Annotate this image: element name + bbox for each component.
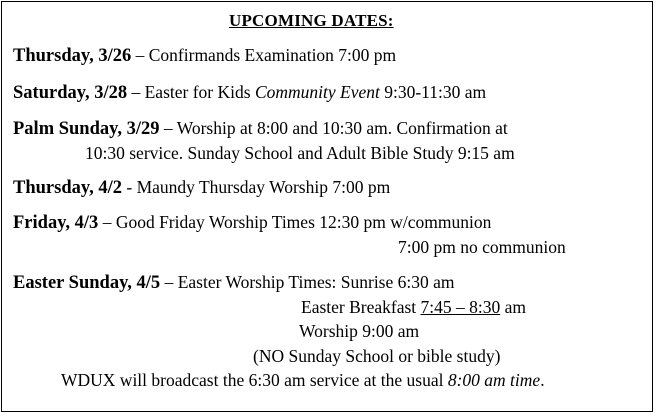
event-text: Good Friday Worship Times 12:30 pm w/communion xyxy=(115,212,492,232)
event-thursday-4-2 xyxy=(13,176,390,199)
broadcast-end: . xyxy=(540,370,545,390)
event-separator: – xyxy=(159,118,177,138)
event-easter-sunday-4-5 xyxy=(13,271,455,294)
breakfast-time: 7:45 – 8:30 xyxy=(420,297,501,317)
event-date: Thursday, 3/26 xyxy=(13,46,132,66)
easter-worship: Worship 9:00 am xyxy=(299,321,420,341)
page-title: UPCOMING DATES: xyxy=(229,11,394,30)
upcoming-dates-box xyxy=(1,1,653,412)
event-date: Saturday, 3/28 xyxy=(13,83,128,103)
broadcast-note xyxy=(61,369,545,391)
event-separator: - xyxy=(122,177,137,197)
event-date: Thursday, 4/2 xyxy=(13,178,122,198)
event-date: Friday, 4/3 xyxy=(13,213,99,233)
event-thursday-3-26 xyxy=(13,44,396,67)
event-separator: – xyxy=(131,45,149,65)
event-continuation: 7:00 pm no communion xyxy=(398,237,566,257)
event-text-end: 9:30-11:30 am xyxy=(379,82,487,102)
event-date: Palm Sunday, 3/29 xyxy=(13,119,160,139)
breakfast-label: Easter Breakfast xyxy=(301,297,421,317)
event-date: Easter Sunday, 4/5 xyxy=(13,273,161,293)
breakfast-suffix: am xyxy=(500,297,527,317)
event-text: Worship at 8:00 and 10:30 am. Confirmation at xyxy=(176,118,508,138)
event-text: Easter for Kids xyxy=(144,82,255,102)
event-separator: – xyxy=(98,212,116,232)
event-text: Easter Worship Times: Sunrise 6:30 am xyxy=(177,272,455,292)
event-palm-sunday-3-29 xyxy=(13,117,508,140)
event-text: Confirmands Examination 7:00 pm xyxy=(148,45,397,65)
event-continuation: 10:30 service. Sunday School and Adult Bible Study 9:15 am xyxy=(85,143,515,163)
broadcast-time: 8:00 am time xyxy=(447,370,541,390)
event-separator: – xyxy=(127,82,145,102)
event-saturday-3-28 xyxy=(13,81,486,104)
event-separator: – xyxy=(160,272,178,292)
broadcast-text: WDUX will broadcast the 6:30 am service at the usual xyxy=(61,370,448,390)
event-text-italic: Community Event xyxy=(254,82,380,102)
event-text: Maundy Thursday Worship 7:00 pm xyxy=(136,177,391,197)
easter-breakfast xyxy=(301,296,526,318)
event-friday-4-3 xyxy=(13,211,491,234)
easter-note: (NO Sunday School or bible study) xyxy=(253,346,501,366)
